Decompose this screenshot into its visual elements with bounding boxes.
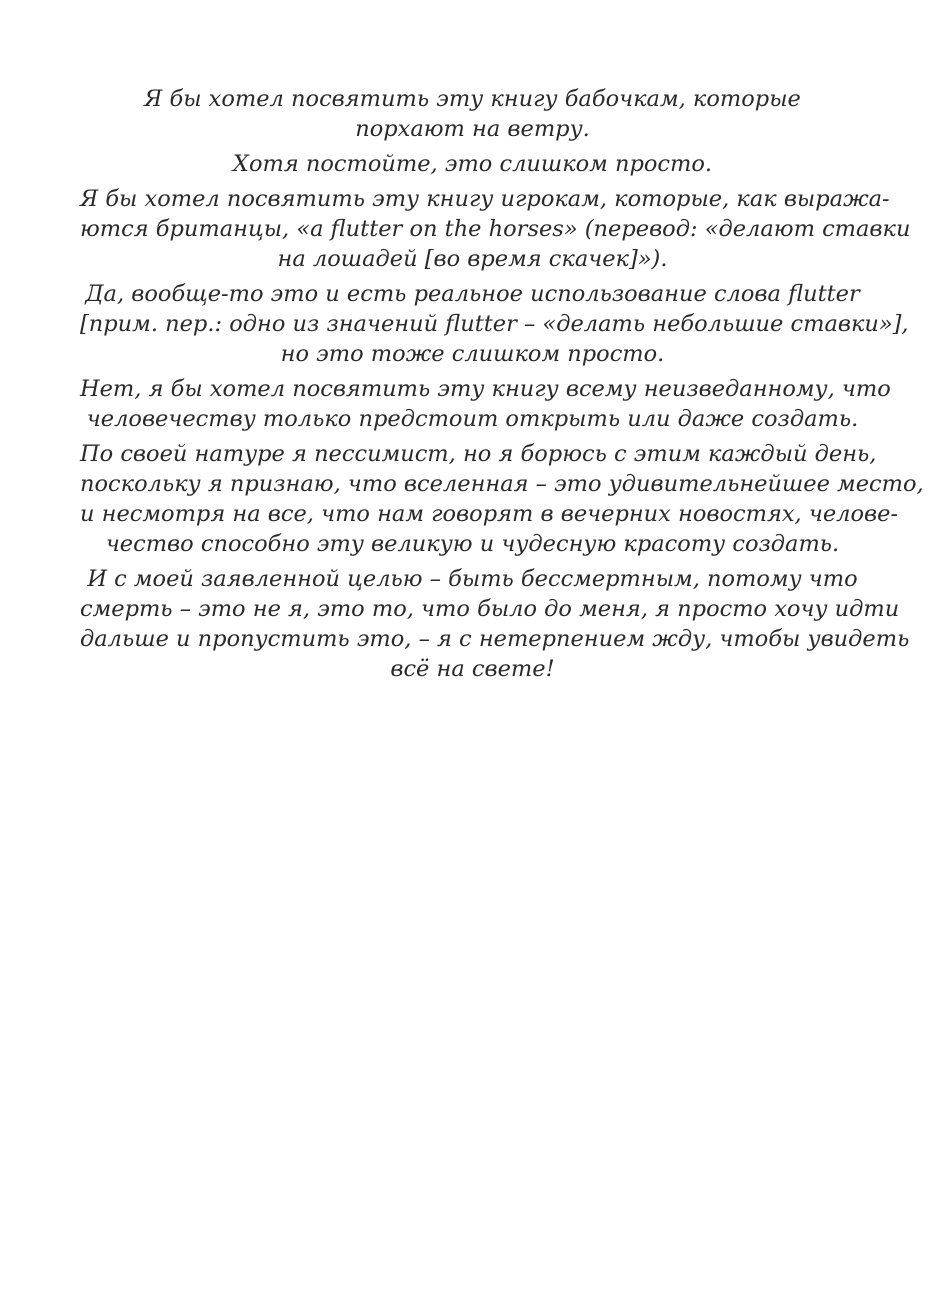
text-line: Нет, я бы хотел посвятить эту книгу всему неизведанному, что [80,376,891,402]
dedication-paragraph-pessimist [80,439,924,559]
text-line: на лошадей [во время скачек]»). [277,246,668,272]
text-line: смерть – это не я, это то, что было до меня, я просто хочу идти [80,596,900,622]
text-line: порхают на ветру. [355,116,590,142]
text-line: человечеству только предстоит открыть или даже создать. [86,406,859,432]
text-line: и несмотря на все, что нам говорят в вечерних новостях, челове- [80,501,899,527]
text-line: но это тоже слишком просто. [280,341,665,367]
text-line: И с моей заявленной целью – быть бессмертным, потому что [87,566,858,592]
dedication-paragraph-too-simple [80,149,865,179]
dedication-paragraph-gamblers [80,184,911,274]
text-line: Я бы хотел посвятить эту книгу игрокам, которые, как выража- [80,186,890,212]
text-line: [прим. пер.: одно из значений flutter – «делать небольшие ставки»], [80,311,909,337]
text-line: поскольку я признаю, что вселенная – это удивительнейшее место, [80,471,924,497]
dedication-paragraph-immortal [80,564,910,684]
dedication-paragraph-flutter-meaning [80,279,909,369]
text-line: всё на свете! [390,656,555,682]
text-line: чество способно эту великую и чудесную красоту создать. [105,531,840,557]
text-line: По своей натуре я пессимист, но я борюсь с этим каждый день, [80,441,877,467]
text-line: Да, вообще-то это и есть реальное использование слова flutter [85,281,860,307]
text-line: дальше и пропустить это, – я с нетерпением жду, чтобы увидеть [80,626,910,652]
text-line: Я бы хотел посвятить эту книгу бабочкам, которые [144,86,801,112]
dedication-text [80,84,924,689]
text-line: Хотя постойте, это слишком просто. [232,151,713,177]
text-line: ются британцы, «a flutter on the horses» (перевод: «делают ставки [80,216,911,242]
dedication-paragraph-butterflies [80,84,865,144]
dedication-paragraph-unknown [80,374,891,434]
